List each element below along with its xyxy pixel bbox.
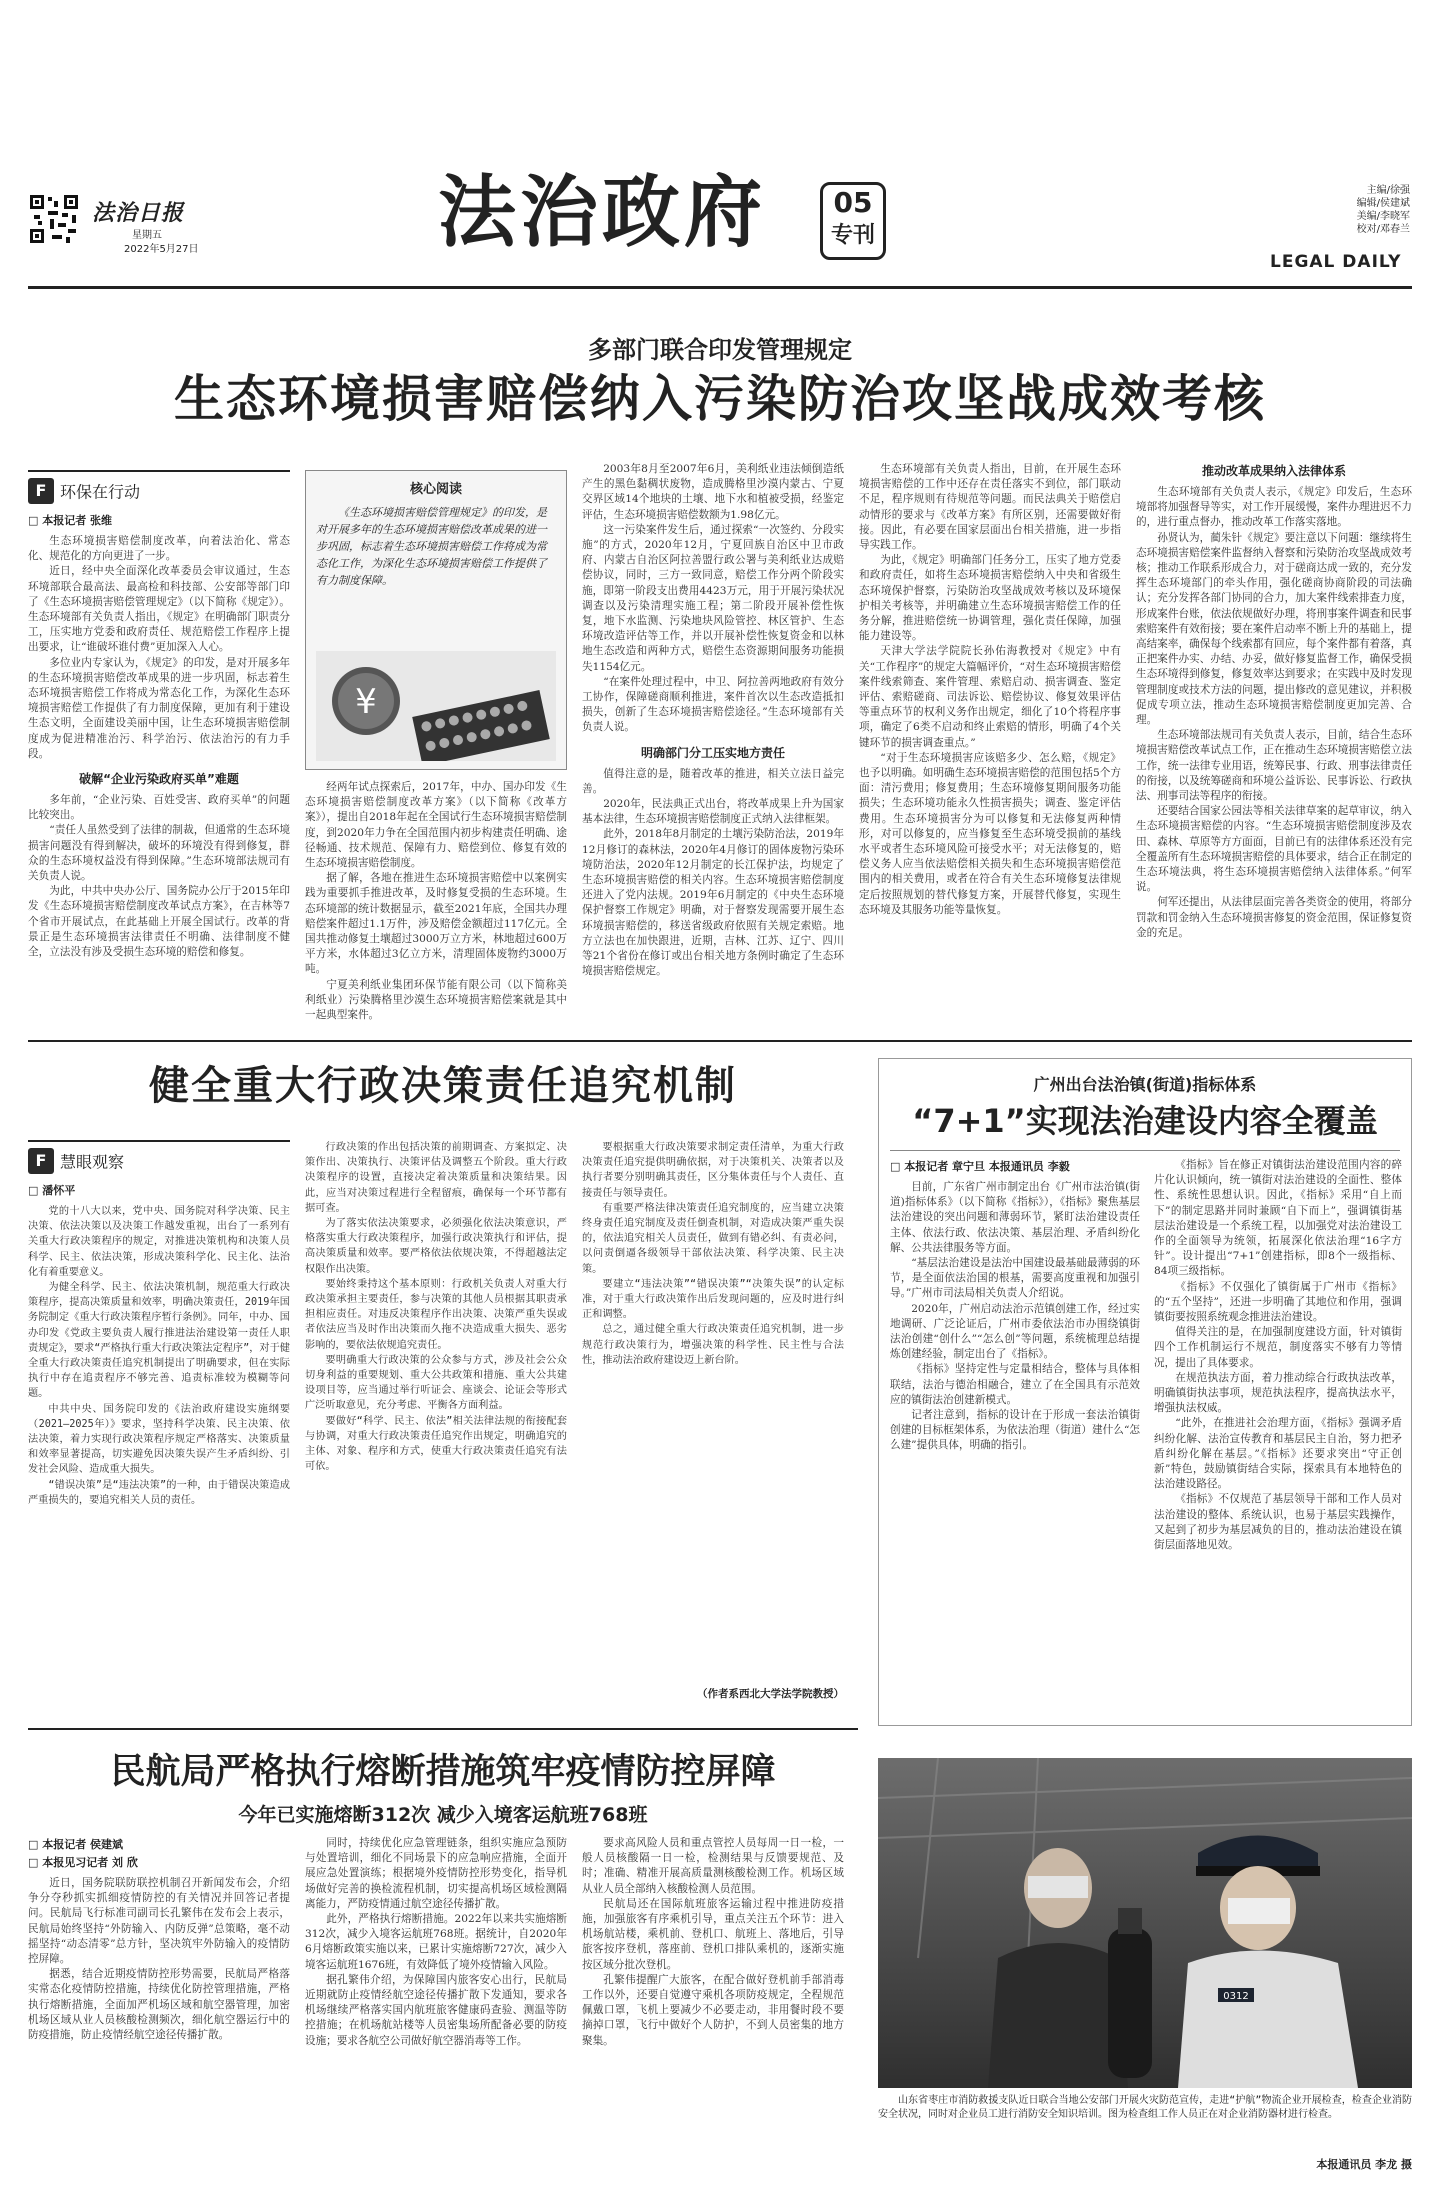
article2-column-1 [28, 1140, 290, 1720]
lead-column-3 [582, 462, 844, 1030]
lead-byline: □ 本报记者 张维 [28, 514, 113, 527]
paragraph: 多年前，“企业污染、百姓受害、政府买单”的问题比较突出。 [28, 794, 290, 822]
article3-kicker: 广州出台法治镇(街道)指标体系 [1033, 1075, 1257, 1094]
section-title-insight: 慧眼观察 [60, 1152, 125, 1172]
paragraph: 还要结合国家公园法等相关法律草案的起草审议，纳入生态环境损害赔偿的内容。“生态环境损害赔偿制度涉及农田、森林、草原等方方面面，目前已有的法律体系还没有完全覆盖所有生态环境损害赔偿的具体要求，结合正在制定的生态环境法典，将生态环境损害赔偿纳入法律体系。”何军说。 [1136, 805, 1412, 894]
lead-bottom-rule [28, 1040, 1412, 1042]
article2-body-3 [582, 1140, 844, 1680]
paragraph: 2020年，民法典正式出台，将改革成果上升为国家基本法律，生态环境损害赔偿制度正式纳入法律框架。 [582, 798, 844, 826]
paragraph: 要求高风险人员和重点管控人员每周一日一检，一般人员核酸隔一日一检，检测结果与反馈要规范、及时；准确、精准开展高质量测核酸检测工作。机场区域从业人员全部纳入核酸检测人员范围。 [582, 1837, 844, 1895]
paragraph: 孔繁伟提醒广大旅客，在配合做好登机前手部消毒工作以外，还要自觉遵守乘机各项防疫规定，全程规范佩戴口罩，飞机上要减少不必要走动，非用餐时段不要摘掉口罩，飞行中做好个人防护，不到人员密集的地方聚集。 [582, 1973, 844, 2047]
article3-body-1 [890, 1180, 1140, 1454]
paragraph: 要做好“科学、民主、依法”相关法律法规的衔接配套与协调，对重大行政决策责任追究作出规定，明确追究的主体、对象、程序和方式，使重大行政决策责任追究有法可依。 [305, 1415, 567, 1473]
section-f-icon: F [28, 478, 54, 504]
legal-daily-label: LEGAL DAILY [1270, 252, 1402, 272]
paragraph: 宁夏美利纸业集团环保节能有限公司（以下简称美利纸业）污染腾格里沙漠生态环境损害赔偿案就是其中一起典型案件。 [305, 978, 567, 1022]
paragraph: “基层法治建设是法治中国建设最基础最薄弱的环节，是全面依法治国的根基，需要高度重视和加强引导。”广州市司法局相关负责人介绍说。 [890, 1257, 1140, 1300]
section-tag-insight [28, 1140, 290, 1174]
paragraph: 2003年8月至2007年6月，美利纸业违法倾倒造纸产生的黑色黏稠状废物，造成腾格里沙漠内蒙古、宁夏交界区域14个地块的土壤、地下水和植被受损，经鉴定评估，生态环境损害赔偿数额为1.98亿元。 [582, 463, 844, 521]
section-f-icon: F [28, 1148, 54, 1174]
staff-art-editor: 美编/李晓军 [1356, 211, 1410, 222]
paragraph: 值得注意的是，随着改革的推进，相关立法日益完善。 [582, 767, 844, 795]
core-reading-title: 核心阅读 [409, 482, 462, 497]
paragraph: “对于生态环境损害应该赔多少、怎么赔，《规定》也予以明确。如明确生态环境损害赔偿的范围包括5个方面：清污费用；修复费用；生态环境修复期间服务功能损失；生态环境功能永久性损害损失；调查、鉴定评估费用。生态环境损害分为可以修复和无法修复两种情形，对可以修复的，应当修复至生态环境受损前的基线水平或者生态环境风险可接受水平；对无法修复的，赔偿义务人应当依法赔偿相关损失和生态环境损害赔偿范围内的相关费用，或者在符合有关生态环境修复法律规定后按照规划的替代修复方案，开展替代修复，实现生态环境及其服务功能等量恢复。 [859, 751, 1121, 916]
article2-bottom-rule [28, 1728, 858, 1730]
lead-subhead-1: 破解“企业污染政府买单”难题 [79, 772, 239, 787]
core-reading-box [305, 470, 567, 770]
paragraph: 经两年试点探索后，2017年，中办、国办印发《生态环境损害赔偿制度改革方案》（以下简称《改革方案》），提出自2018年起在全国试行生态环境损害赔偿制度，到2020年力争在全国范围内初步构建责任明确、途径畅通、技术规范、保障有力、赔偿到位、修复有效的生态环境损害赔偿制度。 [305, 781, 567, 870]
paragraph: 在规范执法方面，着力推动综合行政执法改革，明确镇街执法事项，规范执法程序，提高执法水平，增强执法权威。 [1154, 1371, 1402, 1415]
lead-column-5 [1136, 462, 1412, 1030]
paragraph: “在案件处理过程中，中卫、阿拉善两地政府有效分工协作，保障磋商顺利推进，案件首次以生态改造抵扣损失，创新了生态环境损害赔偿途径。”生态环境部有关负责人说。 [582, 675, 844, 734]
article4-column-2 [305, 1836, 567, 2176]
fire-inspection-photo [878, 1758, 1412, 2088]
article4-body-1 [28, 1876, 290, 2043]
lead-column-4 [859, 462, 1121, 1030]
article4-byline-2: □ 本报见习记者 刘 欣 [28, 1856, 138, 1869]
lead-body-3b [582, 767, 844, 980]
article2-byline: □ 潘怀平 [28, 1184, 76, 1197]
lead-kicker: 多部门联合印发管理规定 [588, 336, 852, 364]
article2-column-2 [305, 1140, 567, 1720]
paragraph: 《指标》不仅强化了镇街属于广州市《指标》的“五个坚持”，还进一步明确了其地位和作用，强调镇街要按照系统观念推进法治建设。 [1154, 1280, 1402, 1324]
paragraph: 据了解，各地在推进生态环境损害赔偿中以案例实践为重要抓手推进改革，及时修复受损的生态环境。生态环境部的统计数据显示，截至2021年底，全国共办理赔偿案件超过1.1万件，涉及赔偿金额超过117亿元。全国共推动修复土壤超过3000万立方米，林地超过600万平方米，水体超过3亿立方米，清理固体废物约3000万吨。 [305, 872, 567, 976]
photo-caption: 山东省枣庄市消防救援支队近日联合当地公安部门开展火灾防范宣传，走进“护航”物流企业开展检查，检查企业消防安全状况，同时对企业员工进行消防安全知识培训。图为检查组工作人员正在对企业消防器材进行检查。 [878, 2095, 1412, 2120]
lead-subhead-2: 明确部门分工压实地方责任 [640, 745, 785, 760]
masthead-rule [28, 286, 1412, 289]
staff-editor: 编辑/侯建斌 [1356, 198, 1410, 209]
paragraph: 近日，经中央全面深化改革委员会审议通过，生态环境部联合最高法、最高检和科技部、公安部等部门印了《生态环境损害赔偿管理规定》（以下简称《规定》）。生态环境部有关负责人指出，《规定》在明确部门职责分工，压实地方党委和政府责任、规范赔偿工作程序上提出要求，让“谁破坏谁付费”更加深入人心。 [28, 565, 290, 654]
news-photo [878, 1758, 1412, 2088]
issue-date: 2022年5月27日 [124, 244, 199, 255]
paragraph: 要明确重大行政决策的公众参与方式，涉及社会公众切身利益的重要规划、重大公共政策和措施、重大公共建设项目等，应当通过举行听证会、座谈会、论证会等形式广泛听取意见，充分考虑、平衡各方面利益。 [305, 1354, 567, 1412]
masthead [0, 0, 1440, 300]
paragraph: 此外，2018年8月制定的土壤污染防治法，2019年12月修订的森林法，2020年4月修订的固体废物污染环境防治法，2020年12月制定的长江保护法，均规定了生态环境损害赔偿的相关内容。生态环境损害赔偿制度还进入了党内法规。2019年6月制定的《中央生态环境保护督察工作规定》明确，对于督察发现需要开展生态环境损害赔偿的，移送省级政府依照有关规定索赔。地方立法也在加快跟进，近期，吉林、江苏、辽宁、四川等21个省份在修订或出台相关地方条例时确定了生态环境损害赔偿规定。 [582, 828, 844, 978]
paragraph: 党的十八大以来，党中央、国务院对科学决策、民主决策、依法决策以及决策工作越发重视，出台了一系列有关重大行政决策程序的规定，对推进决策机构和决策人员科学、民主、依法决策，形成决策科学化、民主化、法治化有着重要意义。 [28, 1206, 290, 1278]
paragraph: 这一污染案件发生后，通过探索“一次签约、分段实施”的方式，2020年12月，宁夏回族自治区中卫市政府、内蒙古自治区阿拉善盟行政公署与美利纸业达成赔偿协议，同时，三方一致同意，赔偿工作分两个阶段实施，即第一阶段支出费用4423万元，用于开展污染状况调查以及污染清理实施工程；第二阶段开展补偿性恢复，地下水监测、污染地块风险管控、林区管护、生态环境改造评估等工作，并以开展补偿性恢复资金和以林地生态改造和两种方式，赔偿生态资源期间服务功能损失1154亿元。 [582, 523, 844, 673]
lead-body-5 [1136, 485, 1412, 941]
article2-headline: 健全重大行政决策责任追究机制 [149, 1063, 737, 1109]
article3-byline: □ 本报记者 章宁旦 本报通讯员 李毅 [890, 1160, 1070, 1173]
lead-body-4 [859, 462, 1121, 918]
paragraph: 近日，国务院联防联控机制召开新闻发布会，介绍争分夺秒抓实抓细疫情防控的有关情况并回答记者提问。民航局飞行标准司副司长孔繁伟在发布会上表示，民航局始终坚持“外防输入、内防反弹”总策略，毫不动摇坚持“动态清零”总方针，坚决筑牢外防输入的疫情防控屏障。 [28, 1877, 290, 1966]
paragraph: “责任人虽然受到了法律的制裁，但通常的生态环境损害问题没有得到解决，破坏的环境没有得到修复，群众的生态环境权益没有得到保障。”生态环境部法规司有关负责人说。 [28, 824, 290, 883]
article2-column-3 [582, 1140, 844, 1720]
paragraph: 同时，持续优化应急管理链条，组织实施应急预防与处置培训，细化不同场景下的应急响应措施，全面开展应急处置演练；根据境外疫情防控形势变化，指导机场做好完善的换检流程机制，切实提高机场区域检测隔离能力，严防疫情通过航空途径传播扩散。 [305, 1837, 567, 1910]
paragraph: 孙贤认为，蔺朱针《规定》要注意以下问题：继续将生态环境损害赔偿案件监督纳入督察和污染防治攻坚战成效考核；推动工作联系形成合力，对于磋商达成一致的，充分发挥生态环境部门的牵头作用，强化磋商协商阶段的司法确认；充分发挥各部门协同的合力，加大案件线索排查力度，形成案件台账，依法依规做好办理，将刑事案件调查和民事索赔案件有效衔接；要在案件启动率不断上升的基础上，提高结案率，确保每个线索都有回应，每个案件都有着落，真正把案件办实、办结、办妥，做好修复监督工作，确保受损生态环境得到修复，修复效率达到要求；在实践中及时发现管理制度或技术方法的问题，提出修改的意见建议，并积极促成专项立法，推动生态环境损害赔偿制度更加完善、合理。 [1136, 531, 1412, 727]
page-number: 05 [833, 186, 873, 219]
svg-text:¥: ¥ [355, 682, 377, 722]
paragraph: 要建立“违法决策”“错误决策”“决策失误”的认定标准，对于重大行政决策作出后发现问题的，应及时进行纠正和调整。 [582, 1278, 844, 1321]
article4-headline: 民航局严格执行熔断措施筑牢疫情防控屏障 [110, 1752, 776, 1792]
paragraph: 行政决策的作出包括决策的前期调查、方案拟定、决策作出、决策执行、决策评估及调整五个阶段。重大行政决策程序的设置，直接决定着决策质量和决策结果。因此，应当对决策过程进行全程留痕，确保每一个环节都有据可查。 [305, 1142, 567, 1214]
paragraph: 为此，中共中央办公厅、国务院办公厅于2015年印发《生态环境损害赔偿制度改革试点方案》，在吉林等7个省市开展试点，在此基础上开展全国试行。改革的背景正是生态环境损害法律责任不明确、法律制度不健全，立法没有涉及受损生态环境的赔偿和修复。 [28, 885, 290, 959]
page-label: 专刊 [830, 223, 875, 248]
section-title: 法治政府 [438, 168, 767, 258]
paragraph: 此外，严格执行熔断措施。2022年以来共实施熔断312次，减少入境客运航班768班。据统计，自2020年6月熔断政策实施以来，已累计实施熔断727次，减少入境客运航班1676班，有效降低了境外疫情输入风险。 [305, 1913, 567, 1971]
article4-body-2 [305, 1836, 567, 2049]
paragraph: “此外，在推进社会治理方面，《指标》强调矛盾纠纷化解、法治宣传教育和基层民主自治，努力把矛盾纠纷化解在基层。”《指标》还要求突出“守正创新”特色，鼓励镇街结合实际，探索具有本地特色的法治建设路径。 [1154, 1417, 1402, 1491]
paragraph: 总之，通过健全重大行政决策责任追究机制，进一步规范行政决策行为，增强决策的科学性、民主性与合法性，推动法治政府建设迈上新台阶。 [582, 1324, 844, 1366]
paragraph: 要根据重大行政决策要求制定责任清单，为重大行政决策责任追究提供明确依据，对于决策机关、决策者以及执行者要分别明确其责任，区分集体责任与个人责任、直接责任与领导责任。 [582, 1142, 844, 1199]
section-tag-environment [28, 470, 290, 504]
paragraph: 《指标》不仅规范了基层领导干部和工作人员对法治建设的整体、系统认识，也易于基层实践操作，又起到了初步为基层减负的目的，推动法治建设在镇街层面落地见效。 [1154, 1493, 1402, 1552]
lead-body-1 [28, 534, 290, 762]
paragraph: 生态环境部有关负责人表示，《规定》印发后，生态环境部将加强督导等实，对工作开展缓慢，案件办理进迟不力的，进行重点督办，推动改革工作落实落地。 [1136, 486, 1412, 529]
staff-editor-in-chief: 主编/徐强 [1366, 185, 1410, 196]
section-title-environment: 环保在行动 [60, 482, 141, 502]
paragraph: 民航局还在国际航班旅客运输过程中推进防疫措施，加强旅客有序乘机引导，重点关注五个环节：进入机场航站楼，乘机前、登机口、航班上、落地后，引导旅客按序登机，落座前、登机口排队乘机的，逐渐实施按区域分批次登机。 [582, 1897, 844, 1971]
badge-number: 0312 [1223, 1991, 1249, 2002]
qr-code-icon [28, 193, 80, 245]
lead-body-3 [582, 462, 844, 736]
paragraph: 目前，广东省广州市制定出台《广州市法治镇(街道)指标体系》（以下简称《指标》），《指标》聚焦基层法治建设的突出问题和薄弱环节，紧盯法治建设责任主体、依法行政、依法决策、基层治理、矛盾纠纷化解、公共法律服务等方面。 [890, 1181, 1140, 1254]
paragraph: 多位业内专家认为，《规定》的印发，是对开展多年的生态环境损害赔偿改革成果的进一步巩固，标志着生态环境损害赔偿工作将成为常态化工作，为深化生态环境损害赔偿工作提供了有力制度保障，更加有利于建设生态文明，全面建设美丽中国，让生态环境损害赔偿制度成为促进精准治污、科学治污、依法治污的有力手段。 [28, 656, 290, 760]
article3-column-2 [1154, 1158, 1402, 1718]
paragraph: 记者注意到，指标的设计在于形成一套法治镇街创建的目标框架体系，为依法治理（街道）建什么“怎么建”提供具体，明确的指引。 [890, 1409, 1140, 1452]
paper-name: 法治日报 [92, 200, 185, 226]
paragraph: 为健全科学、民主、依法决策机制，规范重大行政决策程序，提高决策质量和效率，明确决策责任，2019年国务院制定《重大行政决策程序暂行条例》。同年，中办、国办印发《党政主要负责人履行推进法治建设第一责任人职责规定》，要求“严格执行重大行政决策法定程序”，对于健全重大行政决策责任追究机制提出了明确要求，但在实际执行中存在追责程序不够完善、追责标准较为模糊等问题。 [28, 1282, 290, 1400]
article3-rule [890, 1150, 1400, 1151]
paragraph: 天津大学法学院院长孙佑海教授对《规定》中有关“工作程序”的规定大篇幅评价，“对生态环境损害赔偿案件线索筛查、案件管理、索赔启动、损害调查、鉴定评估、索赔磋商、司法诉讼、赔偿协议、修复效果评估等重点环节的权利义务作出规定，细化了10个将程序事项，确定了6类不启动和终止索赔的情形，明确了4个关键环节的损害调查重点。” [859, 645, 1121, 749]
staff-list [1340, 184, 1410, 236]
staff-proofreader: 校对/邓春兰 [1356, 224, 1410, 235]
paragraph: 有重要严格法律决策责任追究制度的，应当建立决策终身责任追究制度及责任倒查机制，对造成决策严重失误的，依法追究相关人员责任，做到有错必纠、有责必问，以问责倒逼各级领导干部依法决策、科学决策、民主决策。 [582, 1202, 844, 1275]
paragraph: “错误决策”是“违法决策”的一种，由于错误决策造成严重损失的，要追究相关人员的责任。 [28, 1479, 290, 1506]
paragraph: 生态环境部法规司有关负责人表示，目前，结合生态环境损害赔偿改革试点工作，正在推动生态环境损害赔偿立法工作，统一法律专业用语，统筹民事、行政、刑事法律责任的衔接，以及统筹磋商和环境公益诉讼、民事诉讼、行政执法、刑事司法等程序的衔接。 [1136, 729, 1412, 803]
photo-credit: 本报通讯员 李龙 摄 [1316, 2158, 1412, 2171]
core-reading-text: 《生态环境损害赔偿管理规定》的印发，是对开展多年的生态环境损害赔偿改革成果的进一步巩固，标志着生态环境损害赔偿工作将成为常态化工作，为深化生态环境损害赔偿工作提供了有力制度保障。 [316, 506, 547, 587]
lead-column-2 [305, 470, 567, 1030]
article4-body-3 [582, 1836, 844, 2049]
article3-column-1 [890, 1158, 1140, 1718]
paragraph: 何军还提出，从法律层面完善各类资金的使用，将部分罚款和罚金纳入生态环境损害修复的资金范围，保证修复资金的充足。 [1136, 896, 1412, 939]
paragraph: 2020年，广州启动法治示范镇创建工作，经过实地调研、广泛论证后，广州市委依法治市办围绕镇街法治创建“创什么”“怎么创”等问题，系统梳理总结提炼创建经验，制定出台了《指标》。 [890, 1302, 1140, 1361]
article3-headline: “7+1”实现法治建设内容全覆盖 [912, 1102, 1378, 1140]
abacus-coin-illustration [316, 651, 556, 761]
paragraph: 《指标》旨在修正对镇街法治建设范围内容的碎片化认识倾向，统一镇街对法治建设的全面性、整体性、系统性思想认识。因此，《指标》采用“自上而下”的制定思路并同时兼顾“自下而上”，强调镇街基层法治建设是一个系统工程，以加强党对法治建设工作的全面领导为统领，拓展深化依法治理“16字方针”。设计提出“7+1”创建指标，即8个一级指标、84项三级指标。 [1154, 1159, 1402, 1278]
paragraph: 中共中央、国务院印发的《法治政府建设实施纲要（2021—2025年）》要求，坚持科学决策、民主决策、依法决策，着力实现行政决策程序规定严格落实、决策质量和效率显著提高，切实避免因决策失误产生矛盾纠纷、引发社会风险、造成重大损失。 [28, 1403, 290, 1476]
weekday: 星期五 [132, 230, 162, 241]
paragraph: 据孔繁伟介绍，为保障国内旅客安心出行，民航局近期就防止疫情经航空途径传播扩散下发通知，要求各机场继续严格落实国内航班旅客健康码查验、测温等防控措施；在机场航站楼等人员密集场所配备必要的防疫设施；要求各航空公司做好航空器消毒等工作。 [305, 1973, 567, 2047]
article2-body-2 [305, 1140, 567, 1474]
article3-body-2 [1154, 1158, 1402, 1553]
paragraph: 为此，《规定》明确部门任务分工，压实了地方党委和政府责任，如将生态环境损害赔偿纳入中央和省级生态环境保护督察，污染防治攻坚战成效考核以及环境保护相关考核等，并明确建立生态环境损害赔偿工作的任务分解，推进赔偿统一协调管理，强化责任保障，加强能力建设等。 [859, 554, 1121, 643]
page-number-box [820, 182, 886, 260]
paragraph: 值得关注的是，在加强制度建设方面，针对镇街四个工作机制运行不规范，制度落实不够有力等情况，提出了具体要求。 [1154, 1326, 1402, 1369]
article4-column-3 [582, 1836, 844, 2176]
lead-headline: 生态环境损害赔偿纳入污染防治攻坚战成效考核 [174, 370, 1266, 428]
paragraph: 生态环境损害赔偿制度改革，向着法治化、常态化、规范化的方向更进了一步。 [28, 535, 290, 563]
paragraph: 要始终秉持这个基本原则：行政机关负责人对重大行政决策承担主要责任，参与决策的其他人员根据其职责承担相应责任。对违反决策程序作出决策、决策严重失误或者依法应当及时作出决策而久拖不决造成重大损失、恶劣影响的，要依法依规追究责任。 [305, 1278, 567, 1351]
paragraph: 《指标》坚持定性与定量相结合，整体与具体相联结，法治与德治相融合，建立了在全国具有示范效应的镇街法治创建新模式。 [890, 1363, 1140, 1406]
article4-byline-1: □ 本报记者 侯建斌 [28, 1838, 124, 1851]
lead-body-2 [305, 780, 567, 1023]
paragraph: 为了落实依法决策要求，必须强化依法决策意识，严格落实重大行政决策程序，加强行政决策执行和评估，提高决策质量和效率。要严格依法依规决策，不得超越法定权限作出决策。 [305, 1218, 567, 1275]
paragraph: 据悉，结合近期疫情防控形势需要，民航局严格落实常态化疫情防控措施，持续优化防控管理措施，严格执行熔断措施，全面加严机场区域和航空器管理，加密机场区域从业人员核酸检测频次，细化航空器运行中的防疫措施，防止疫情经航空途径传播扩散。 [28, 1968, 290, 2042]
lead-column-1 [28, 470, 290, 1030]
article4-subheadline: 今年已实施熔断312次 减少入境客运航班768班 [238, 1804, 648, 1826]
article4-column-1 [28, 1836, 290, 2176]
paragraph: 生态环境部有关负责人指出，目前，在开展生态环境损害赔偿的工作中还存在责任落实不到位，部门联动不足，程序规则有待规范等问题。而民法典关于赔偿启动情形的要求与《改革方案》有所区别，还需要做好衔接。因此，有必要在国家层面出台相关措施，进一步指导实践工作。 [859, 463, 1121, 552]
lead-body-1b [28, 793, 290, 960]
lead-subhead-3: 推动改革成果纳入法律体系 [1201, 464, 1346, 478]
article2-body-1 [28, 1204, 290, 1508]
article2-author-note: （作者系西北大学法学院教授） [697, 1688, 844, 1700]
